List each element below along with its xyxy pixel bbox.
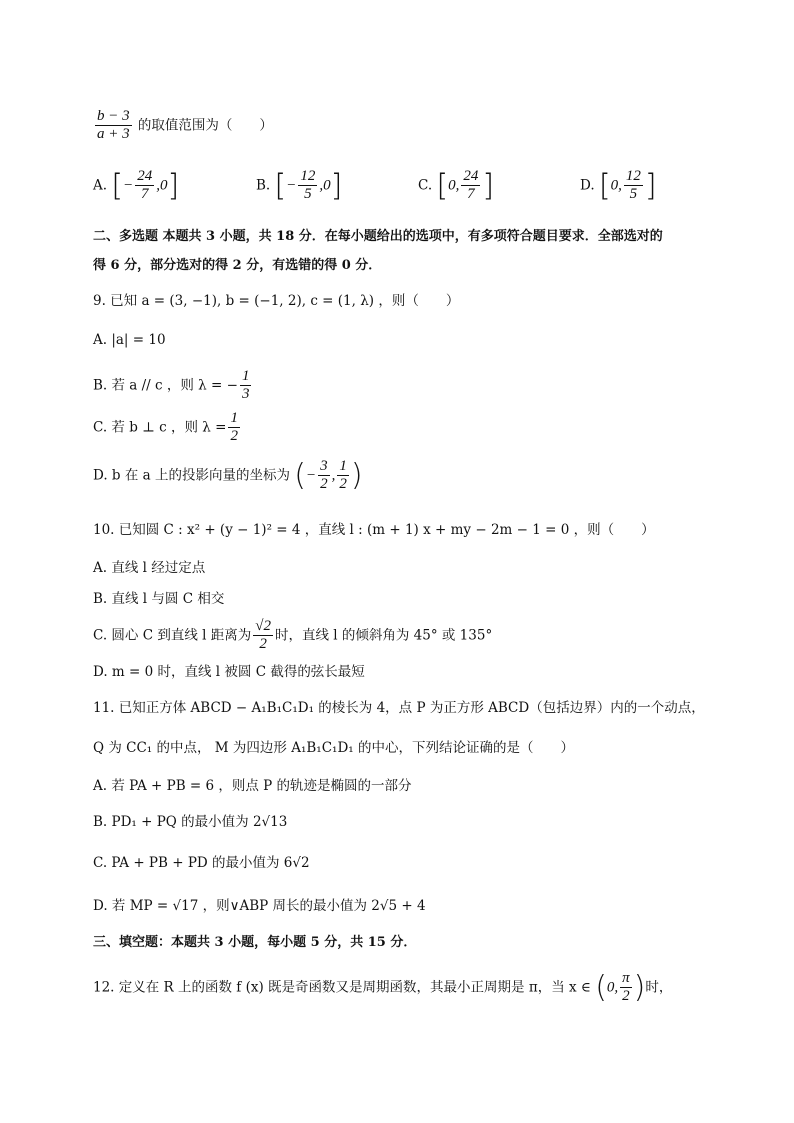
q10-option-c: C. 圆心 C 到直线 l 距离为 $\frac{√2}{2}$ 时，直线 l 的倾斜角为 45° 或 135° xyxy=(93,618,493,653)
section2-line1: 二、多选题 本题共 3 小题，共 18 分．在每小题给出的选项中，有多项符合题目要求．全部选对的 xyxy=(93,229,663,244)
q11-option-d: D. 若 MP = √17 ，则∨ABP 周长的最小值为 2√5 + 4 xyxy=(93,898,426,914)
q9-option-c: C. 若 b ⊥ c ，则 λ = $\frac{1}{2}$ xyxy=(93,410,238,445)
q10-stem: 10. 已知圆 C : x² + (y − 1)² = 4 ，直线 l : (m + 1) x + my − 2m − 1 = 0 ，则（ ） xyxy=(93,522,655,538)
q11-option-c: C. PA + PB + PD 的最小值为 6√2 xyxy=(93,855,310,871)
section2-line2: 得 6 分，部分选对的得 2 分，有选错的得 0 分． xyxy=(93,258,382,273)
q8-option-d: D. [0, $\frac{12}{5}$ ] xyxy=(580,168,657,204)
q12-stem: 12. 定义在 R 上的函数 f (x) 既是奇函数又是周期函数，其最小正周期是 π，当 x ∈ (0, $\frac{\pi}{2}$ )时， xyxy=(93,969,673,1005)
q10-option-a: A. 直线 l 经过定点 xyxy=(93,560,206,576)
q8-option-a: A. [− $\frac{24}{7}$ ,0] xyxy=(93,168,180,204)
q11-option-b: B. PD₁ + PQ 的最小值为 2√13 xyxy=(93,814,288,830)
q9-option-a: A. |a| = 10 xyxy=(93,332,166,348)
q11-option-a: A. 若 PA + PB = 6 ，则点 P 的轨迹是椭圆的一部分 xyxy=(93,778,412,794)
intro-line xyxy=(93,108,273,144)
q9-option-b: B. 若 a // c ，则 λ = − $\frac{1}{3}$ xyxy=(93,368,250,403)
q9-option-d: D. b 在 a 上的投影向量的坐标为 (− $\frac{3}{2}$ , $\frac{1}{2}$ ) xyxy=(93,457,363,493)
intro-text: 的取值范围为（ ） xyxy=(137,117,273,134)
section3-header: 三、填空题：本题共 3 小题，每小题 5 分，共 15 分． xyxy=(93,935,417,950)
q11-line1: 11. 已知正方体 ABCD − A₁B₁C₁D₁ 的棱长为 4，点 P 为正方形 ABCD（包括边界）内的一个动点， xyxy=(93,700,705,716)
q10-option-d: D. m = 0 时，直线 l 被圆 C 截得的弦长最短 xyxy=(93,664,365,680)
q8-option-b: B. [− $\frac{12}{5}$ ,0] xyxy=(256,168,343,204)
intro-fraction: $\frac{b - 3}{a + 3}$ xyxy=(97,108,130,143)
q11-line2: Q 为 CC₁ 的中点， M 为四边形 A₁B₁C₁D₁ 的中心，下列结论证确的是（ ） xyxy=(93,740,574,756)
q10-option-b: B. 直线 l 与圆 C 相交 xyxy=(93,591,225,607)
q8-option-c: C. [0, $\frac{24}{7}$ ] xyxy=(418,168,495,204)
q9-stem: 9. 已知 a = (3, −1), b = (−1, 2), c = (1, λ) ，则（ ） xyxy=(93,293,460,309)
